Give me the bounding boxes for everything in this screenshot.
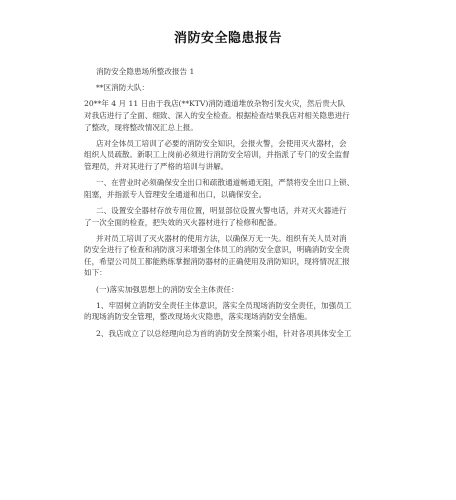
paragraph-line: 的现场消防安全管理，整改现场火灾隐患，落实现场消防安全措施。 — [84, 312, 312, 322]
document-title: 消防安全隐患报告 — [173, 31, 282, 46]
paragraph-line: 任，希望公司员工都能熟练掌握消防器材的正确使用及消防知识，现将情况汇报 — [84, 256, 350, 266]
paragraph-line: 防安全进行了检查和消防演习来增强全体员工的消防安全意识，明确消防安全责 — [84, 245, 350, 255]
paragraph-line: 管理员，并对其进行了严格的培训与讲解。 — [84, 161, 229, 171]
paragraph-line: (一)落实加强思想上的消防安全主体责任： — [96, 284, 239, 294]
paragraph-line: 一、在营业时必须确保安全出口和疏散通道畅通无阻，严禁将安全出口上锁、 — [96, 178, 355, 188]
document-body — [84, 66, 376, 339]
paragraph-line: **区消防大队： — [96, 83, 150, 93]
paragraph-line: 并对员工培训了灭火器材的使用方法，以确保万无一失。组织有关人员对消 — [96, 233, 347, 243]
paragraph-line: 了整改，现将整改情况汇总上报。 — [84, 122, 198, 132]
paragraph-line: 1、牢固树立消防安全责任主体意识，落实全员现场消防安全责任，加强员工 — [96, 300, 352, 310]
paragraph-line: 2、我店成立了以总经理向总为首的消防安全预案小组，针对各项具体安全工 — [96, 328, 352, 338]
paragraph-line: 了一次全面的检查，把失效的灭火器材进行了检修和配备。 — [84, 217, 282, 227]
paragraph-line: 二、设置安全器材存放专用位置，明显部位设置火警电话，并对灭火器进行 — [96, 205, 347, 215]
paragraph-line: 消防安全隐患场所整改报告 1 — [96, 67, 195, 76]
paragraph-line: 阻塞，并指派专人管理安全通道和出口，以确保安全。 — [84, 189, 267, 199]
paragraph-line: 店对全体员工培训了必要的消防安全知识，会报火警，会使用灭火器材，会 — [96, 138, 347, 148]
paragraph-line: 20**年 4 月 11 日由于我店(**KTV)消防通道堆放杂物引发火灾，然后贵大队 — [84, 99, 345, 109]
paragraph-line: 如下： — [84, 268, 107, 278]
paragraph-line: 组织人员疏散。新职工上岗前必须进行消防安全培训，并指派了专门的安全监督 — [84, 150, 350, 160]
paragraph-line: 对我店进行了全面、细致、深入的安全检查。根据检查结果我店对相关隐患进行 — [84, 110, 350, 120]
